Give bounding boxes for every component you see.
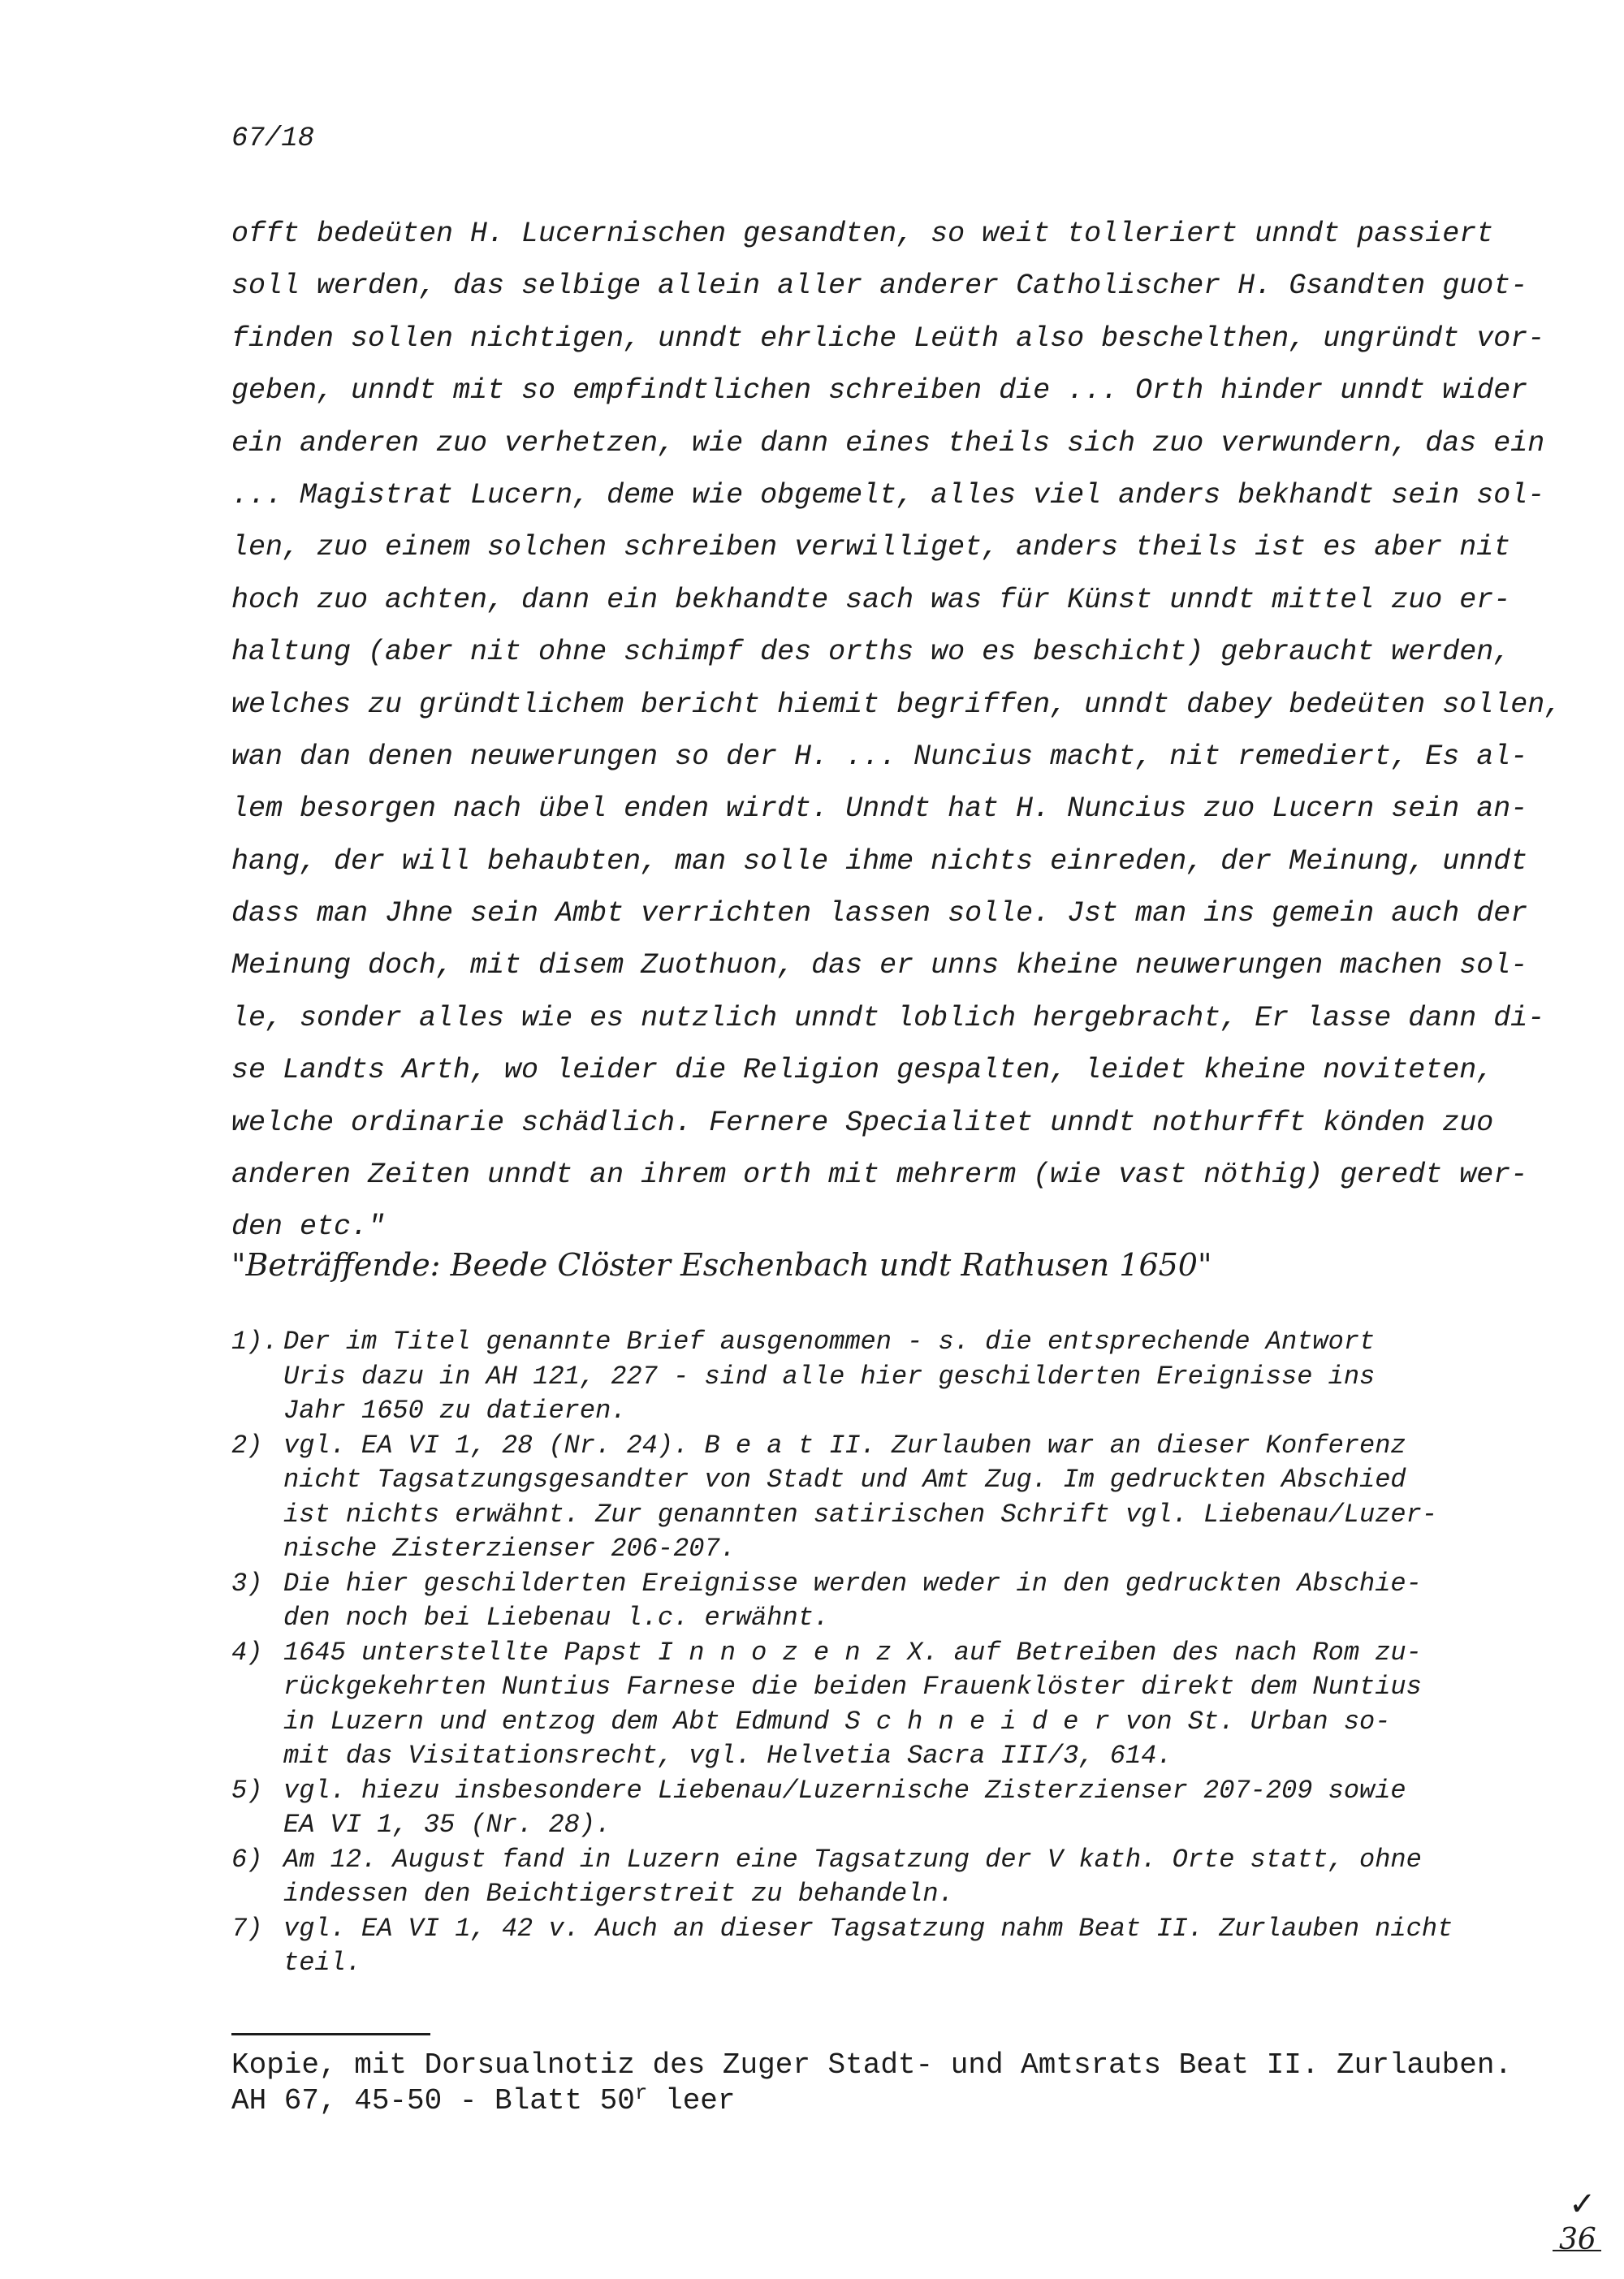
source-note-suffix: leer — [647, 2084, 736, 2117]
footnote-line: vgl. hiezu insbesondere Liebenau/Luzernische Zisterzienser 207-209 sowie — [283, 1775, 1406, 1806]
footnote-number: 7) — [231, 1913, 263, 1944]
footnote-number: 6) — [231, 1844, 263, 1875]
footnote-line: Der im Titel genannte Brief ausgenommen - s. die entsprechende Antwort — [283, 1327, 1376, 1357]
footnote-line: teil. — [283, 1948, 362, 1978]
text-line: hoch zuo achten, dann ein bekhandte sach was für Künst unndt mittel zuo er- — [231, 583, 1511, 616]
footnote-line: vgl. EA VI 1, 42 v. Auch an dieser Tagsatzung nahm Beat II. Zurlauben nicht — [283, 1913, 1453, 1944]
text-line: hang, der will behaubten, man solle ihme nichts einreden, der Meinung, unndt — [231, 844, 1528, 878]
footnote-number: 5) — [231, 1775, 263, 1806]
source-note — [231, 2048, 1512, 2119]
text-line: welche ordinarie schädlich. Fernere Specialitet unndt nothurfft könden zuo — [231, 1106, 1494, 1139]
text-line: anderen Zeiten unndt an ihrem orth mit mehrerm (wie vast nöthig) geredt wer- — [231, 1159, 1528, 1192]
text-line: soll werden, das selbige allein aller anderer Catholischer H. Gsandten guot- — [231, 270, 1528, 303]
text-line: lem besorgen nach übel enden wirdt. Unndt hat H. Nuncius zuo Lucern sein an- — [231, 792, 1528, 826]
footnotes-list — [231, 1325, 1531, 1981]
footnote — [231, 1912, 1531, 1981]
footnote — [231, 1636, 1531, 1774]
source-note-line: Kopie, mit Dorsualnotiz des Zuger Stadt- und Amtsrats Beat II. Zurlauben. — [231, 2048, 1513, 2082]
text-line: offt bedeüten H. Lucernischen gesandten, so weit tolleriert unndt passiert — [231, 218, 1494, 250]
footnote-line: Jahr 1650 zu datieren. — [283, 1396, 627, 1426]
handwritten-title-line: "Beträffende: Beede Clöster Eschenbach undt Rathusen 1650" — [231, 1247, 1212, 1283]
footnote-number: 4) — [231, 1637, 263, 1668]
footnote-number: 2) — [231, 1430, 263, 1461]
footnote-line: nicht Tagsatzungsgesandter von Stadt und Amt Zug. Im gedruckten Abschied — [283, 1465, 1406, 1495]
text-line: haltung (aber nit ohne schimpf des orths wo es beschicht) gebraucht werden, — [231, 636, 1511, 669]
footnote-line: den noch bei Liebenau l.c. erwähnt. — [283, 1603, 830, 1633]
text-line: geben, unndt mit so empfindtlichen schreiben die ... Orth hinder unndt wider — [231, 374, 1528, 408]
source-note-line — [231, 2083, 1512, 2119]
text-line: Meinung doch, mit disem Zuothuon, das er unns kheine neuwerungen machen sol- — [231, 949, 1528, 982]
footnote-line: vgl. EA VI 1, 28 (Nr. 24). B e a t II. Zurlauben war an dieser Konferenz — [283, 1430, 1406, 1461]
text-line: dass man Jhne sein Ambt verrichten lassen solle. Jst man ins gemein auch der — [231, 897, 1528, 930]
text-line: len, zuo einem solchen schreiben verwilliget, anders theils ist es aber nit — [231, 531, 1511, 564]
page-number: 67/18 — [231, 123, 315, 154]
checkmark-icon: ✓ — [1569, 2186, 1596, 2223]
text-line: finden sollen nichtigen, unndt ehrliche Leüth also beschelthen, ungründt vor- — [231, 322, 1545, 355]
footnote-number: 1). — [231, 1327, 279, 1357]
footnote-line: Uris dazu in AH 121, 227 - sind alle hier geschilderten Ereignisse ins — [283, 1361, 1376, 1392]
handwritten-sheet-number: 36 — [1559, 2223, 1596, 2256]
footnote — [231, 1774, 1531, 1843]
text-line: den etc." — [231, 1211, 386, 1244]
footnote — [231, 1567, 1531, 1636]
text-line: welches zu gründtlichem bericht hiemit begriffen, unndt dabey bedeüten sollen, — [231, 688, 1562, 721]
source-note-reference: AH 67, 45-50 - Blatt 50 — [231, 2084, 635, 2117]
footnote-line: 1645 unterstellte Papst I n n o z e n z X. auf Betreiben des nach Rom zu- — [283, 1637, 1422, 1668]
footnote-line: mit das Visitationsrecht, vgl. Helvetia Sacra III/3, 614. — [283, 1741, 1173, 1771]
transcription-text — [231, 208, 1562, 1254]
footnote — [231, 1325, 1531, 1429]
footnote-line: nische Zisterzienser 206-207. — [283, 1534, 736, 1564]
footnote — [231, 1843, 1531, 1912]
footnote-separator — [231, 2033, 430, 2035]
footnote-line: ist nichts erwähnt. Zur genannten satirischen Schrift vgl. Liebenau/Luzer- — [283, 1499, 1438, 1530]
footnote-line: Am 12. August fand in Luzern eine Tagsatzung der V kath. Orte statt, ohne — [283, 1844, 1422, 1875]
footnote-line: rückgekehrten Nuntius Farnese die beiden Frauenklöster direkt dem Nuntius — [283, 1672, 1422, 1702]
footnote-line: indessen den Beichtigerstreit zu behandeln. — [283, 1879, 954, 1909]
footnote — [231, 1429, 1531, 1567]
footnote-line: EA VI 1, 35 (Nr. 28). — [283, 1810, 611, 1840]
text-line: ein anderen zuo verhetzen, wie dann eines theils sich zuo verwundern, das ein — [231, 426, 1545, 460]
recto-superscript: r — [634, 2081, 648, 2105]
footnote-line: Die hier geschilderten Ereignisse werden weder in den gedruckten Abschie- — [283, 1568, 1422, 1599]
footnote-number: 3) — [231, 1568, 263, 1599]
footnote-line: in Luzern und entzog dem Abt Edmund S c h n e i d e r von St. Urban so- — [283, 1706, 1391, 1737]
text-line: le, sonder alles wie es nutzlich unndt loblich hergebracht, Er lasse dann di- — [231, 1001, 1545, 1034]
text-line: se Landts Arth, wo leider die Religion gespalten, leidet kheine noviteten, — [231, 1054, 1494, 1087]
text-line: wan dan denen neuwerungen so der H. ... Nuncius macht, nit remediert, Es al- — [231, 740, 1528, 773]
text-line: ... Magistrat Lucern, deme wie obgemelt, alles viel anders bekhandt sein sol- — [231, 478, 1545, 511]
